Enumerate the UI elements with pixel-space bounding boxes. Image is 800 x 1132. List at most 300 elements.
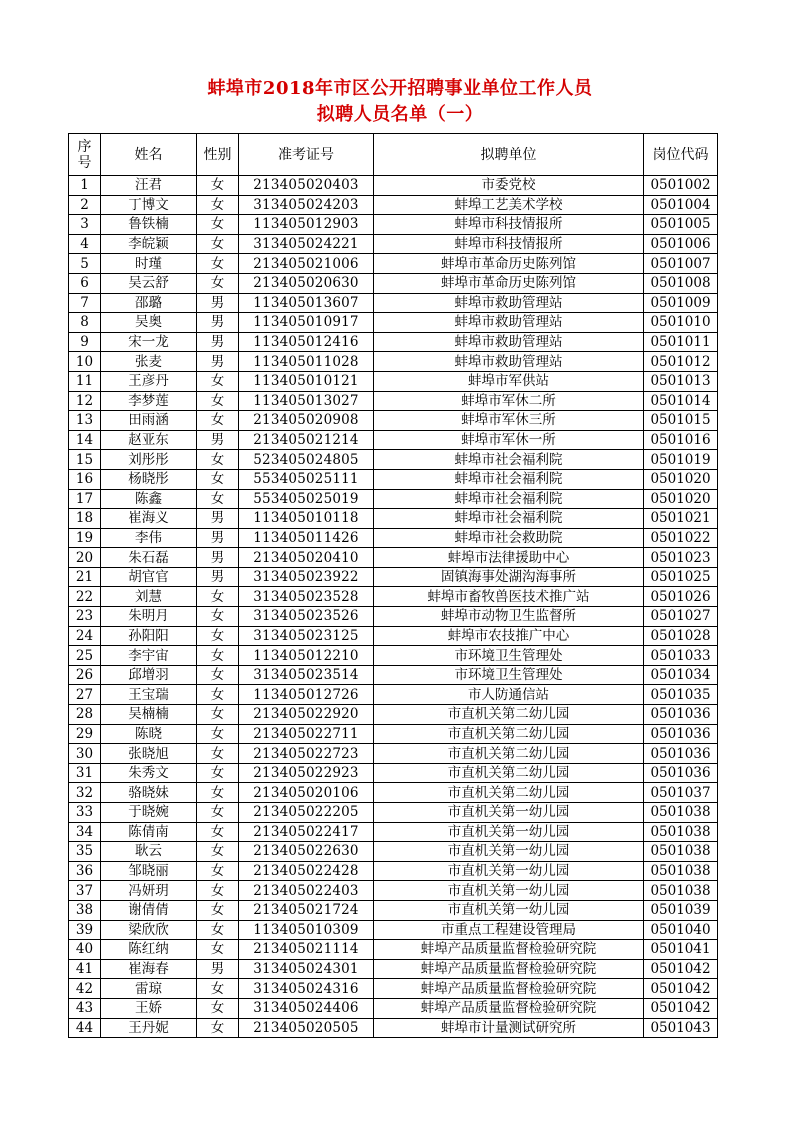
table-row <box>69 567 718 587</box>
header-serial-number <box>69 134 101 176</box>
cell-exam-id: 113405013607 <box>239 293 374 313</box>
table-row <box>69 861 718 881</box>
cell-unit: 市直机关第二幼儿园 <box>374 744 644 764</box>
header-exam-id: 准考证号 <box>239 134 374 176</box>
cell-position-code: 0501020 <box>644 489 718 509</box>
table-row <box>69 940 718 960</box>
cell-unit: 蚌埠产品质量监督检验研究院 <box>374 959 644 979</box>
cell-sex: 女 <box>197 646 239 666</box>
table-row <box>69 195 718 215</box>
header-position-code: 岗位代码 <box>644 134 718 176</box>
cell-position-code: 0501037 <box>644 783 718 803</box>
cell-unit: 蚌埠市军休一所 <box>374 430 644 450</box>
cell-unit: 蚌埠市法律援助中心 <box>374 548 644 568</box>
cell-unit: 蚌埠市农技推广中心 <box>374 626 644 646</box>
cell-name: 骆晓妹 <box>101 783 197 803</box>
cell-unit: 市直机关第一幼儿园 <box>374 842 644 862</box>
cell-position-code: 0501008 <box>644 273 718 293</box>
cell-sex: 男 <box>197 293 239 313</box>
cell-exam-id: 113405010309 <box>239 920 374 940</box>
cell-sex: 男 <box>197 528 239 548</box>
cell-serial-number: 30 <box>69 744 101 764</box>
cell-exam-id: 113405010118 <box>239 509 374 529</box>
table-row <box>69 920 718 940</box>
cell-serial-number: 41 <box>69 959 101 979</box>
cell-position-code: 0501028 <box>644 626 718 646</box>
cell-exam-id: 213405021724 <box>239 900 374 920</box>
cell-unit: 市重点工程建设管理局 <box>374 920 644 940</box>
cell-sex: 女 <box>197 979 239 999</box>
cell-unit: 蚌埠市社会福利院 <box>374 509 644 529</box>
cell-unit: 市人防通信站 <box>374 685 644 705</box>
cell-position-code: 0501035 <box>644 685 718 705</box>
cell-sex: 男 <box>197 430 239 450</box>
cell-serial-number: 21 <box>69 567 101 587</box>
cell-exam-id: 113405012903 <box>239 215 374 235</box>
cell-serial-number: 4 <box>69 234 101 254</box>
cell-serial-number: 16 <box>69 469 101 489</box>
cell-sex: 男 <box>197 509 239 529</box>
cell-name: 崔海义 <box>101 509 197 529</box>
cell-sex: 女 <box>197 900 239 920</box>
cell-serial-number: 34 <box>69 822 101 842</box>
cell-exam-id: 213405022403 <box>239 881 374 901</box>
cell-position-code: 0501013 <box>644 371 718 391</box>
cell-name: 李梦莲 <box>101 391 197 411</box>
cell-sex: 女 <box>197 665 239 685</box>
cell-unit: 市直机关第二幼儿园 <box>374 763 644 783</box>
cell-unit: 蚌埠市科技情报所 <box>374 215 644 235</box>
cell-unit: 蚌埠市军供站 <box>374 371 644 391</box>
cell-unit: 蚌埠市科技情报所 <box>374 234 644 254</box>
cell-position-code: 0501021 <box>644 509 718 529</box>
cell-serial-number: 40 <box>69 940 101 960</box>
cell-serial-number: 7 <box>69 293 101 313</box>
cell-sex: 女 <box>197 176 239 196</box>
table-row <box>69 509 718 529</box>
cell-exam-id: 113405012726 <box>239 685 374 705</box>
table-row <box>69 646 718 666</box>
cell-exam-id: 213405020106 <box>239 783 374 803</box>
cell-unit: 市直机关第一幼儿园 <box>374 900 644 920</box>
cell-exam-id: 313405023922 <box>239 567 374 587</box>
cell-unit: 蚌埠市社会福利院 <box>374 450 644 470</box>
cell-serial-number: 22 <box>69 587 101 607</box>
table-row <box>69 959 718 979</box>
table-row <box>69 705 718 725</box>
cell-name: 宋一龙 <box>101 332 197 352</box>
cell-name: 李宇宙 <box>101 646 197 666</box>
cell-position-code: 0501040 <box>644 920 718 940</box>
cell-sex: 女 <box>197 273 239 293</box>
table-row <box>69 391 718 411</box>
cell-exam-id: 113405010917 <box>239 313 374 333</box>
cell-sex: 女 <box>197 411 239 431</box>
cell-exam-id: 313405024406 <box>239 998 374 1018</box>
cell-exam-id: 213405022723 <box>239 744 374 764</box>
cell-unit: 蚌埠产品质量监督检验研究院 <box>374 979 644 999</box>
cell-serial-number: 42 <box>69 979 101 999</box>
cell-sex: 女 <box>197 1018 239 1038</box>
cell-position-code: 0501036 <box>644 763 718 783</box>
table-row <box>69 665 718 685</box>
cell-serial-number: 43 <box>69 998 101 1018</box>
cell-position-code: 0501006 <box>644 234 718 254</box>
cell-sex: 男 <box>197 332 239 352</box>
cell-unit: 蚌埠市革命历史陈列馆 <box>374 254 644 274</box>
cell-serial-number: 2 <box>69 195 101 215</box>
cell-name: 陈鑫 <box>101 489 197 509</box>
cell-sex: 女 <box>197 744 239 764</box>
cell-unit: 蚌埠工艺美术学校 <box>374 195 644 215</box>
cell-name: 朱明月 <box>101 607 197 627</box>
cell-unit: 蚌埠市社会救助院 <box>374 528 644 548</box>
cell-position-code: 0501027 <box>644 607 718 627</box>
cell-exam-id: 113405010121 <box>239 371 374 391</box>
cell-name: 刘慧 <box>101 587 197 607</box>
table-row <box>69 822 718 842</box>
cell-position-code: 0501007 <box>644 254 718 274</box>
table-row <box>69 293 718 313</box>
cell-serial-number: 3 <box>69 215 101 235</box>
cell-unit: 市委党校 <box>374 176 644 196</box>
cell-exam-id: 313405024221 <box>239 234 374 254</box>
cell-serial-number: 5 <box>69 254 101 274</box>
document-title-line1: 蚌埠市2018年市区公开招聘事业单位工作人员 <box>207 78 593 99</box>
cell-position-code: 0501023 <box>644 548 718 568</box>
cell-serial-number: 39 <box>69 920 101 940</box>
cell-name: 赵亚东 <box>101 430 197 450</box>
cell-name: 张晓旭 <box>101 744 197 764</box>
cell-sex: 男 <box>197 313 239 333</box>
cell-exam-id: 313405024203 <box>239 195 374 215</box>
cell-serial-number: 25 <box>69 646 101 666</box>
header-serial-line1: 序 <box>77 138 92 155</box>
cell-sex: 女 <box>197 724 239 744</box>
cell-position-code: 0501026 <box>644 587 718 607</box>
cell-serial-number: 28 <box>69 705 101 725</box>
cell-sex: 女 <box>197 450 239 470</box>
cell-serial-number: 15 <box>69 450 101 470</box>
cell-name: 胡官官 <box>101 567 197 587</box>
cell-exam-id: 213405022417 <box>239 822 374 842</box>
cell-position-code: 0501016 <box>644 430 718 450</box>
cell-exam-id: 213405022711 <box>239 724 374 744</box>
cell-position-code: 0501009 <box>644 293 718 313</box>
cell-exam-id: 313405024316 <box>239 979 374 999</box>
header-sex: 性别 <box>197 134 239 176</box>
cell-name: 张麦 <box>101 352 197 372</box>
cell-exam-id: 213405020908 <box>239 411 374 431</box>
cell-exam-id: 313405023514 <box>239 665 374 685</box>
table-row <box>69 254 718 274</box>
cell-name: 陈晓 <box>101 724 197 744</box>
cell-name: 孙阳阳 <box>101 626 197 646</box>
cell-name: 朱秀文 <box>101 763 197 783</box>
cell-exam-id: 213405020403 <box>239 176 374 196</box>
cell-position-code: 0501019 <box>644 450 718 470</box>
table-row <box>69 528 718 548</box>
cell-unit: 蚌埠市畜牧兽医技术推广站 <box>374 587 644 607</box>
table-row <box>69 607 718 627</box>
cell-sex: 女 <box>197 822 239 842</box>
cell-name: 陈倩南 <box>101 822 197 842</box>
cell-position-code: 0501038 <box>644 881 718 901</box>
cell-serial-number: 9 <box>69 332 101 352</box>
cell-sex: 女 <box>197 783 239 803</box>
cell-position-code: 0501041 <box>644 940 718 960</box>
cell-exam-id: 213405021006 <box>239 254 374 274</box>
cell-exam-id: 113405012210 <box>239 646 374 666</box>
cell-unit: 蚌埠产品质量监督检验研究院 <box>374 940 644 960</box>
cell-unit: 市直机关第二幼儿园 <box>374 783 644 803</box>
cell-name: 丁博文 <box>101 195 197 215</box>
cell-name: 崔海春 <box>101 959 197 979</box>
cell-position-code: 0501038 <box>644 842 718 862</box>
table-row <box>69 1018 718 1038</box>
cell-serial-number: 44 <box>69 1018 101 1038</box>
cell-position-code: 0501025 <box>644 567 718 587</box>
cell-position-code: 0501043 <box>644 1018 718 1038</box>
cell-sex: 男 <box>197 352 239 372</box>
cell-exam-id: 213405022923 <box>239 763 374 783</box>
cell-position-code: 0501036 <box>644 724 718 744</box>
table-row <box>69 998 718 1018</box>
cell-serial-number: 23 <box>69 607 101 627</box>
cell-serial-number: 29 <box>69 724 101 744</box>
cell-sex: 女 <box>197 607 239 627</box>
cell-unit: 蚌埠市救助管理站 <box>374 313 644 333</box>
cell-name: 汪君 <box>101 176 197 196</box>
table-row <box>69 548 718 568</box>
header-row <box>69 134 718 176</box>
cell-exam-id: 213405022428 <box>239 861 374 881</box>
cell-position-code: 0501036 <box>644 744 718 764</box>
cell-serial-number: 1 <box>69 176 101 196</box>
cell-position-code: 0501011 <box>644 332 718 352</box>
table-row <box>69 724 718 744</box>
cell-exam-id: 213405022920 <box>239 705 374 725</box>
cell-position-code: 0501010 <box>644 313 718 333</box>
cell-serial-number: 8 <box>69 313 101 333</box>
cell-serial-number: 14 <box>69 430 101 450</box>
cell-serial-number: 20 <box>69 548 101 568</box>
cell-exam-id: 313405023526 <box>239 607 374 627</box>
table-row <box>69 881 718 901</box>
cell-name: 邱增羽 <box>101 665 197 685</box>
cell-name: 鲁铁楠 <box>101 215 197 235</box>
cell-name: 谢倩倩 <box>101 900 197 920</box>
cell-exam-id: 313405023528 <box>239 587 374 607</box>
cell-position-code: 0501038 <box>644 822 718 842</box>
cell-name: 梁欣欣 <box>101 920 197 940</box>
cell-position-code: 0501038 <box>644 803 718 823</box>
table-row <box>69 176 718 196</box>
cell-name: 李伟 <box>101 528 197 548</box>
cell-position-code: 0501034 <box>644 665 718 685</box>
cell-sex: 女 <box>197 920 239 940</box>
cell-serial-number: 19 <box>69 528 101 548</box>
cell-name: 王彦丹 <box>101 371 197 391</box>
cell-name: 田雨涵 <box>101 411 197 431</box>
cell-serial-number: 10 <box>69 352 101 372</box>
cell-serial-number: 35 <box>69 842 101 862</box>
cell-unit: 固镇海事处湖沟海事所 <box>374 567 644 587</box>
cell-sex: 女 <box>197 940 239 960</box>
cell-exam-id: 523405024805 <box>239 450 374 470</box>
cell-name: 时瑾 <box>101 254 197 274</box>
cell-exam-id: 213405021114 <box>239 940 374 960</box>
cell-unit: 市直机关第一幼儿园 <box>374 861 644 881</box>
cell-unit: 蚌埠市革命历史陈列馆 <box>374 273 644 293</box>
table-row <box>69 744 718 764</box>
cell-sex: 女 <box>197 881 239 901</box>
header-name: 姓名 <box>101 134 197 176</box>
table-row <box>69 783 718 803</box>
table-row <box>69 803 718 823</box>
table-row <box>69 273 718 293</box>
cell-unit: 市直机关第二幼儿园 <box>374 724 644 744</box>
cell-unit: 蚌埠市军休三所 <box>374 411 644 431</box>
cell-exam-id: 113405012416 <box>239 332 374 352</box>
cell-sex: 男 <box>197 959 239 979</box>
table-row <box>69 469 718 489</box>
cell-exam-id: 113405013027 <box>239 391 374 411</box>
cell-unit: 市直机关第一幼儿园 <box>374 803 644 823</box>
table-row <box>69 352 718 372</box>
cell-position-code: 0501014 <box>644 391 718 411</box>
cell-unit: 市环境卫生管理处 <box>374 646 644 666</box>
table-row <box>69 371 718 391</box>
cell-name: 朱石磊 <box>101 548 197 568</box>
cell-sex: 女 <box>197 371 239 391</box>
cell-name: 王丹妮 <box>101 1018 197 1038</box>
cell-unit: 蚌埠市社会福利院 <box>374 489 644 509</box>
cell-exam-id: 213405022630 <box>239 842 374 862</box>
cell-unit: 蚌埠市计量测试研究所 <box>374 1018 644 1038</box>
cell-unit: 蚌埠产品质量监督检验研究院 <box>374 998 644 1018</box>
cell-serial-number: 12 <box>69 391 101 411</box>
cell-serial-number: 37 <box>69 881 101 901</box>
cell-sex: 女 <box>197 587 239 607</box>
cell-name: 吴奥 <box>101 313 197 333</box>
cell-unit: 市直机关第一幼儿园 <box>374 822 644 842</box>
table-row <box>69 685 718 705</box>
table-row <box>69 626 718 646</box>
cell-serial-number: 36 <box>69 861 101 881</box>
cell-sex: 女 <box>197 254 239 274</box>
table-row <box>69 900 718 920</box>
cell-sex: 女 <box>197 391 239 411</box>
cell-exam-id: 213405020410 <box>239 548 374 568</box>
cell-sex: 女 <box>197 763 239 783</box>
table-row <box>69 450 718 470</box>
cell-name: 雷琼 <box>101 979 197 999</box>
table-row <box>69 430 718 450</box>
cell-position-code: 0501002 <box>644 176 718 196</box>
cell-exam-id: 553405025019 <box>239 489 374 509</box>
table-row <box>69 332 718 352</box>
cell-position-code: 0501042 <box>644 979 718 999</box>
header-unit: 拟聘单位 <box>374 134 644 176</box>
cell-serial-number: 26 <box>69 665 101 685</box>
cell-position-code: 0501039 <box>644 900 718 920</box>
table-row <box>69 234 718 254</box>
cell-sex: 女 <box>197 685 239 705</box>
cell-position-code: 0501042 <box>644 959 718 979</box>
cell-unit: 蚌埠市军休二所 <box>374 391 644 411</box>
cell-sex: 女 <box>197 489 239 509</box>
cell-sex: 女 <box>197 803 239 823</box>
cell-exam-id: 213405020630 <box>239 273 374 293</box>
cell-name: 陈红纳 <box>101 940 197 960</box>
cell-name: 吴云舒 <box>101 273 197 293</box>
table-row <box>69 489 718 509</box>
cell-position-code: 0501015 <box>644 411 718 431</box>
cell-sex: 女 <box>197 215 239 235</box>
cell-position-code: 0501004 <box>644 195 718 215</box>
cell-sex: 女 <box>197 861 239 881</box>
cell-sex: 女 <box>197 234 239 254</box>
cell-name: 吴楠楠 <box>101 705 197 725</box>
cell-serial-number: 24 <box>69 626 101 646</box>
cell-position-code: 0501033 <box>644 646 718 666</box>
cell-name: 王宝瑞 <box>101 685 197 705</box>
cell-unit: 蚌埠市社会福利院 <box>374 469 644 489</box>
cell-name: 耿云 <box>101 842 197 862</box>
cell-unit: 市直机关第二幼儿园 <box>374 705 644 725</box>
cell-sex: 女 <box>197 626 239 646</box>
cell-serial-number: 31 <box>69 763 101 783</box>
header-serial-line2: 号 <box>77 154 92 171</box>
table-body <box>69 176 718 1038</box>
cell-unit: 蚌埠市救助管理站 <box>374 293 644 313</box>
cell-position-code: 0501005 <box>644 215 718 235</box>
cell-unit: 蚌埠市救助管理站 <box>374 352 644 372</box>
cell-exam-id: 113405011426 <box>239 528 374 548</box>
cell-position-code: 0501042 <box>644 998 718 1018</box>
cell-serial-number: 11 <box>69 371 101 391</box>
cell-sex: 女 <box>197 842 239 862</box>
table-row <box>69 411 718 431</box>
cell-position-code: 0501038 <box>644 861 718 881</box>
cell-exam-id: 213405021214 <box>239 430 374 450</box>
cell-exam-id: 113405011028 <box>239 352 374 372</box>
cell-exam-id: 313405024301 <box>239 959 374 979</box>
table-row <box>69 842 718 862</box>
cell-sex: 女 <box>197 705 239 725</box>
document-title-line2: 拟聘人员名单（一） <box>316 104 484 125</box>
cell-exam-id: 553405025111 <box>239 469 374 489</box>
cell-serial-number: 33 <box>69 803 101 823</box>
cell-serial-number: 27 <box>69 685 101 705</box>
cell-serial-number: 32 <box>69 783 101 803</box>
cell-unit: 蚌埠市救助管理站 <box>374 332 644 352</box>
table-row <box>69 587 718 607</box>
table-row <box>69 313 718 333</box>
cell-name: 李皖颖 <box>101 234 197 254</box>
cell-position-code: 0501036 <box>644 705 718 725</box>
hiring-list-table <box>68 133 718 1038</box>
cell-name: 冯妍玥 <box>101 881 197 901</box>
cell-name: 刘彤彤 <box>101 450 197 470</box>
cell-serial-number: 6 <box>69 273 101 293</box>
cell-unit: 市直机关第一幼儿园 <box>374 881 644 901</box>
cell-unit: 蚌埠市动物卫生监督所 <box>374 607 644 627</box>
cell-exam-id: 213405020505 <box>239 1018 374 1038</box>
cell-sex: 男 <box>197 548 239 568</box>
table-row <box>69 979 718 999</box>
